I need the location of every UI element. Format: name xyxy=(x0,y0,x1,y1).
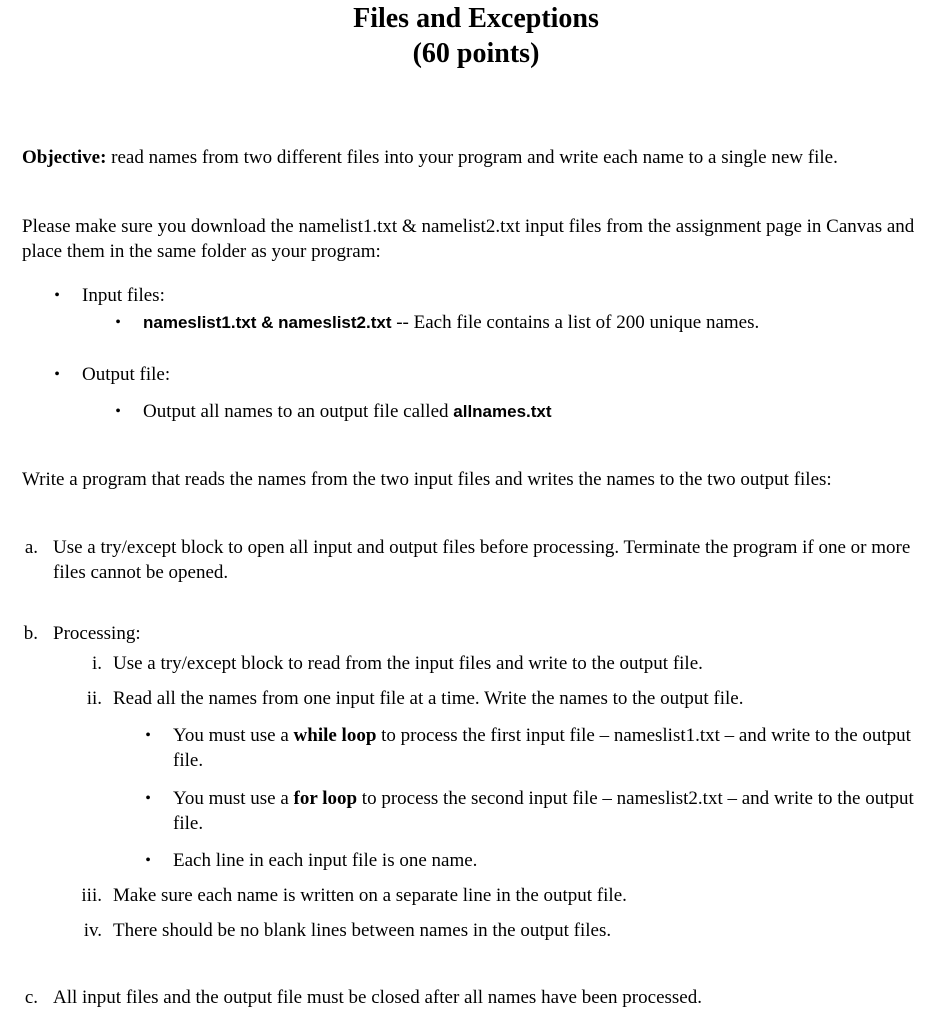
step-b-ii-text: Read all the names from one input file at a time. Write the names to the output file. xyxy=(113,688,744,709)
output-file-text: Output all names to an output file called xyxy=(143,401,454,422)
step-b-marker: b. xyxy=(23,623,38,644)
objective-label: Objective: xyxy=(22,147,107,168)
step-a-marker: a. xyxy=(24,537,38,558)
step-b-ii-marker: ii. xyxy=(86,688,102,709)
bullet-icon: • xyxy=(145,852,151,869)
input-files-desc: -- Each file contains a list of 200 unique names. xyxy=(391,312,760,333)
download-note: Please make sure you download the namelist1.txt & namelist2.txt input files from the assignment page in Canvas and place them in the same folder as your program: xyxy=(22,216,915,262)
bullet1-post: to process the first input file – nameslist1.txt – and write to the output file. xyxy=(173,725,911,771)
bullet2-pre: You must use a xyxy=(173,788,294,809)
bullet1-pre: You must use a xyxy=(173,725,294,746)
bullet1-bold: while loop xyxy=(293,725,377,746)
input-files-names: nameslist1.txt & nameslist2.txt xyxy=(143,313,392,332)
step-b-iv-marker: iv. xyxy=(83,920,102,941)
step-c-text: All input files and the output file must be closed after all names have been processed. xyxy=(53,987,702,1008)
while-loop-bullet xyxy=(173,723,933,773)
bullet-icon: • xyxy=(145,727,151,744)
bullet-icon: • xyxy=(115,403,121,420)
title-line-2: (60 points) xyxy=(412,38,540,69)
step-c-marker: c. xyxy=(24,987,38,1008)
objective-text: read names from two different files into your program and write each name to a single new file. xyxy=(106,147,838,168)
step-b-label: Processing: xyxy=(53,623,141,644)
step-b-iv-text: There should be no blank lines between names in the output files. xyxy=(113,920,612,941)
bullet2-bold: for loop xyxy=(293,788,358,809)
output-file-label: Output file: xyxy=(82,364,171,385)
bullet-icon: • xyxy=(54,366,60,383)
output-file-name: allnames.txt xyxy=(453,402,552,421)
objective-paragraph xyxy=(22,145,922,170)
step-b-i-marker: i. xyxy=(91,653,102,674)
step-b-iii-text: Make sure each name is written on a separate line in the output file. xyxy=(113,885,627,906)
step-b-i-text: Use a try/except block to read from the input files and write to the output file. xyxy=(113,653,703,674)
step-a-text: Use a try/except block to open all input and output files before processing. Terminate the program if one or more files cannot be opened. xyxy=(53,537,911,583)
one-name-bullet: Each line in each input file is one name. xyxy=(173,850,478,871)
bullet-icon: • xyxy=(145,790,151,807)
bullet-icon: • xyxy=(54,287,60,304)
for-loop-bullet xyxy=(173,786,933,836)
input-files-detail xyxy=(143,310,933,335)
program-intro: Write a program that reads the names from the two input files and writes the names to the two output files: xyxy=(22,469,832,490)
title-line-1: Files and Exceptions xyxy=(353,3,599,34)
bullet2-post: to process the second input file – nameslist2.txt – and write to the output file. xyxy=(173,788,914,834)
output-file-detail xyxy=(143,399,933,424)
input-files-label: Input files: xyxy=(82,285,165,306)
bullet-icon: • xyxy=(115,314,121,331)
step-b-iii-marker: iii. xyxy=(81,885,102,906)
